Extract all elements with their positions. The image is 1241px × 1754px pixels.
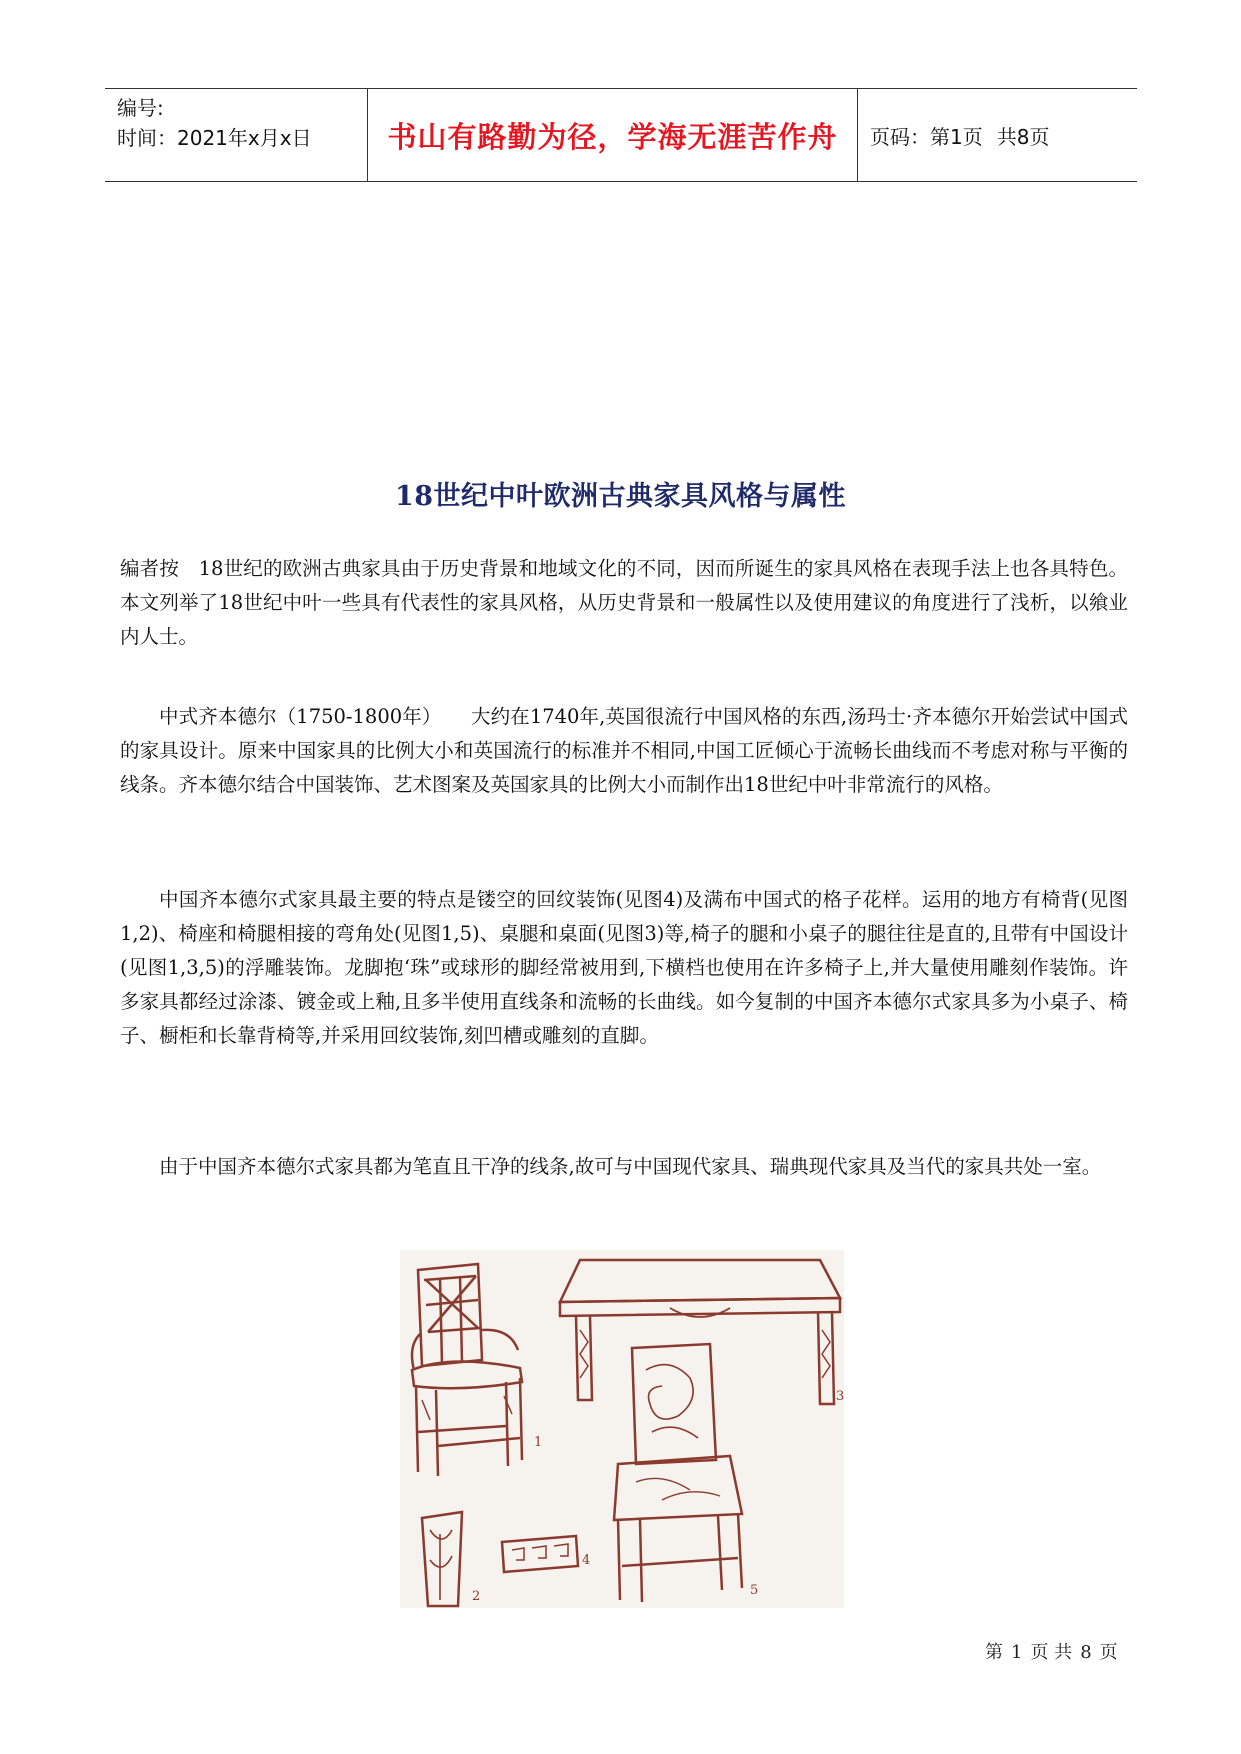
footer-page-total: 8 xyxy=(1080,1642,1092,1663)
furniture-drawing xyxy=(400,1250,844,1608)
page-header xyxy=(105,88,1137,182)
header-motto: 书山有路勤为径，学海无涯苦作舟 xyxy=(368,89,858,181)
chair-back-detail-drawing xyxy=(422,1512,462,1606)
figure-label-4: 4 xyxy=(582,1553,591,1568)
table-drawing xyxy=(560,1260,840,1404)
footer-page-suffix: 页 xyxy=(1099,1642,1118,1663)
header-page-info xyxy=(858,89,1137,181)
body-paragraph: 中式齐本德尔（1750-1800年） 大约在1740年,英国很流行中国风格的东西,汤玛士·齐本德尔开始尝试中国式的家具设计。原来中国家具的比例大小和英国流行的标准并不相同,中国工匠倾心于流畅长曲线而不考虑对称与平衡的线条。齐本德尔结合中国装饰、艺术图案及英国家具的比例大小而制作出18世纪中叶非常流行的风格。 xyxy=(120,705,1128,796)
header-page-label: 页码：第1页 xyxy=(870,124,983,149)
document-time-label: 时间：2021年x月x日 xyxy=(117,126,312,150)
editor-note-paragraph: 编者按 18世纪的欧洲古典家具由于历史背景和地域文化的不同，因而所诞生的家具风格在表现手法上也各具特色。本文列举了18世纪中叶一些具有代表性的家具风格，从历史背景和一般属性以及使用建议的角度进行了浅析，以飨业内人士。 xyxy=(120,557,1128,648)
side-chair-drawing xyxy=(614,1344,742,1602)
document-number-label: 编号: xyxy=(117,96,164,120)
figure-label-5: 5 xyxy=(750,1583,759,1598)
footer-page-prefix: 第 xyxy=(985,1642,1003,1663)
figure-label-1: 1 xyxy=(534,1435,543,1450)
header-page-total: 共8页 xyxy=(996,124,1050,149)
armchair-drawing xyxy=(412,1264,522,1476)
figure-label-2: 2 xyxy=(472,1589,481,1604)
header-meta xyxy=(105,89,368,181)
document-title: 18世纪中叶欧洲古典家具风格与属性 xyxy=(394,481,847,512)
figure-label-3: 3 xyxy=(836,1389,844,1404)
body-paragraph: 中国齐本德尔式家具最主要的特点是镂空的回纹装饰(见图4)及满布中国式的格子花样。运用的地方有椅背(见图1,2)、椅座和椅腿相接的弯角处(见图1,5)、桌腿和桌面(见图3)等,椅子的腿和小桌子的腿往往是直的,且带有中国设计(见图1,3,5)的浮雕装饰。龙脚抱‘珠”或球形的脚经常被用到,下横档也使用在许多椅子上,并大量使用雕刻作装饰。许多家具都经过涂漆、镀金或上釉,且多半使用直线条和流畅的长曲线。如今复制的中国齐本德尔式家具多为小桌子、椅子、橱柜和长靠背椅等,并采用回纹装饰,刻凹槽或雕刻的直脚。 xyxy=(120,888,1128,1047)
footer-page-mid: 页 共 xyxy=(1030,1642,1073,1663)
footer-page-number: 1 xyxy=(1011,1642,1023,1663)
body-paragraph: 由于中国齐本德尔式家具都为笔直且干净的线条,故可与中国现代家具、瑞典现代家具及当代的家具共处一室。 xyxy=(159,1155,1102,1178)
page-footer xyxy=(985,1638,1126,1664)
furniture-illustration xyxy=(400,1250,844,1608)
fret-ornament-drawing xyxy=(502,1536,578,1572)
